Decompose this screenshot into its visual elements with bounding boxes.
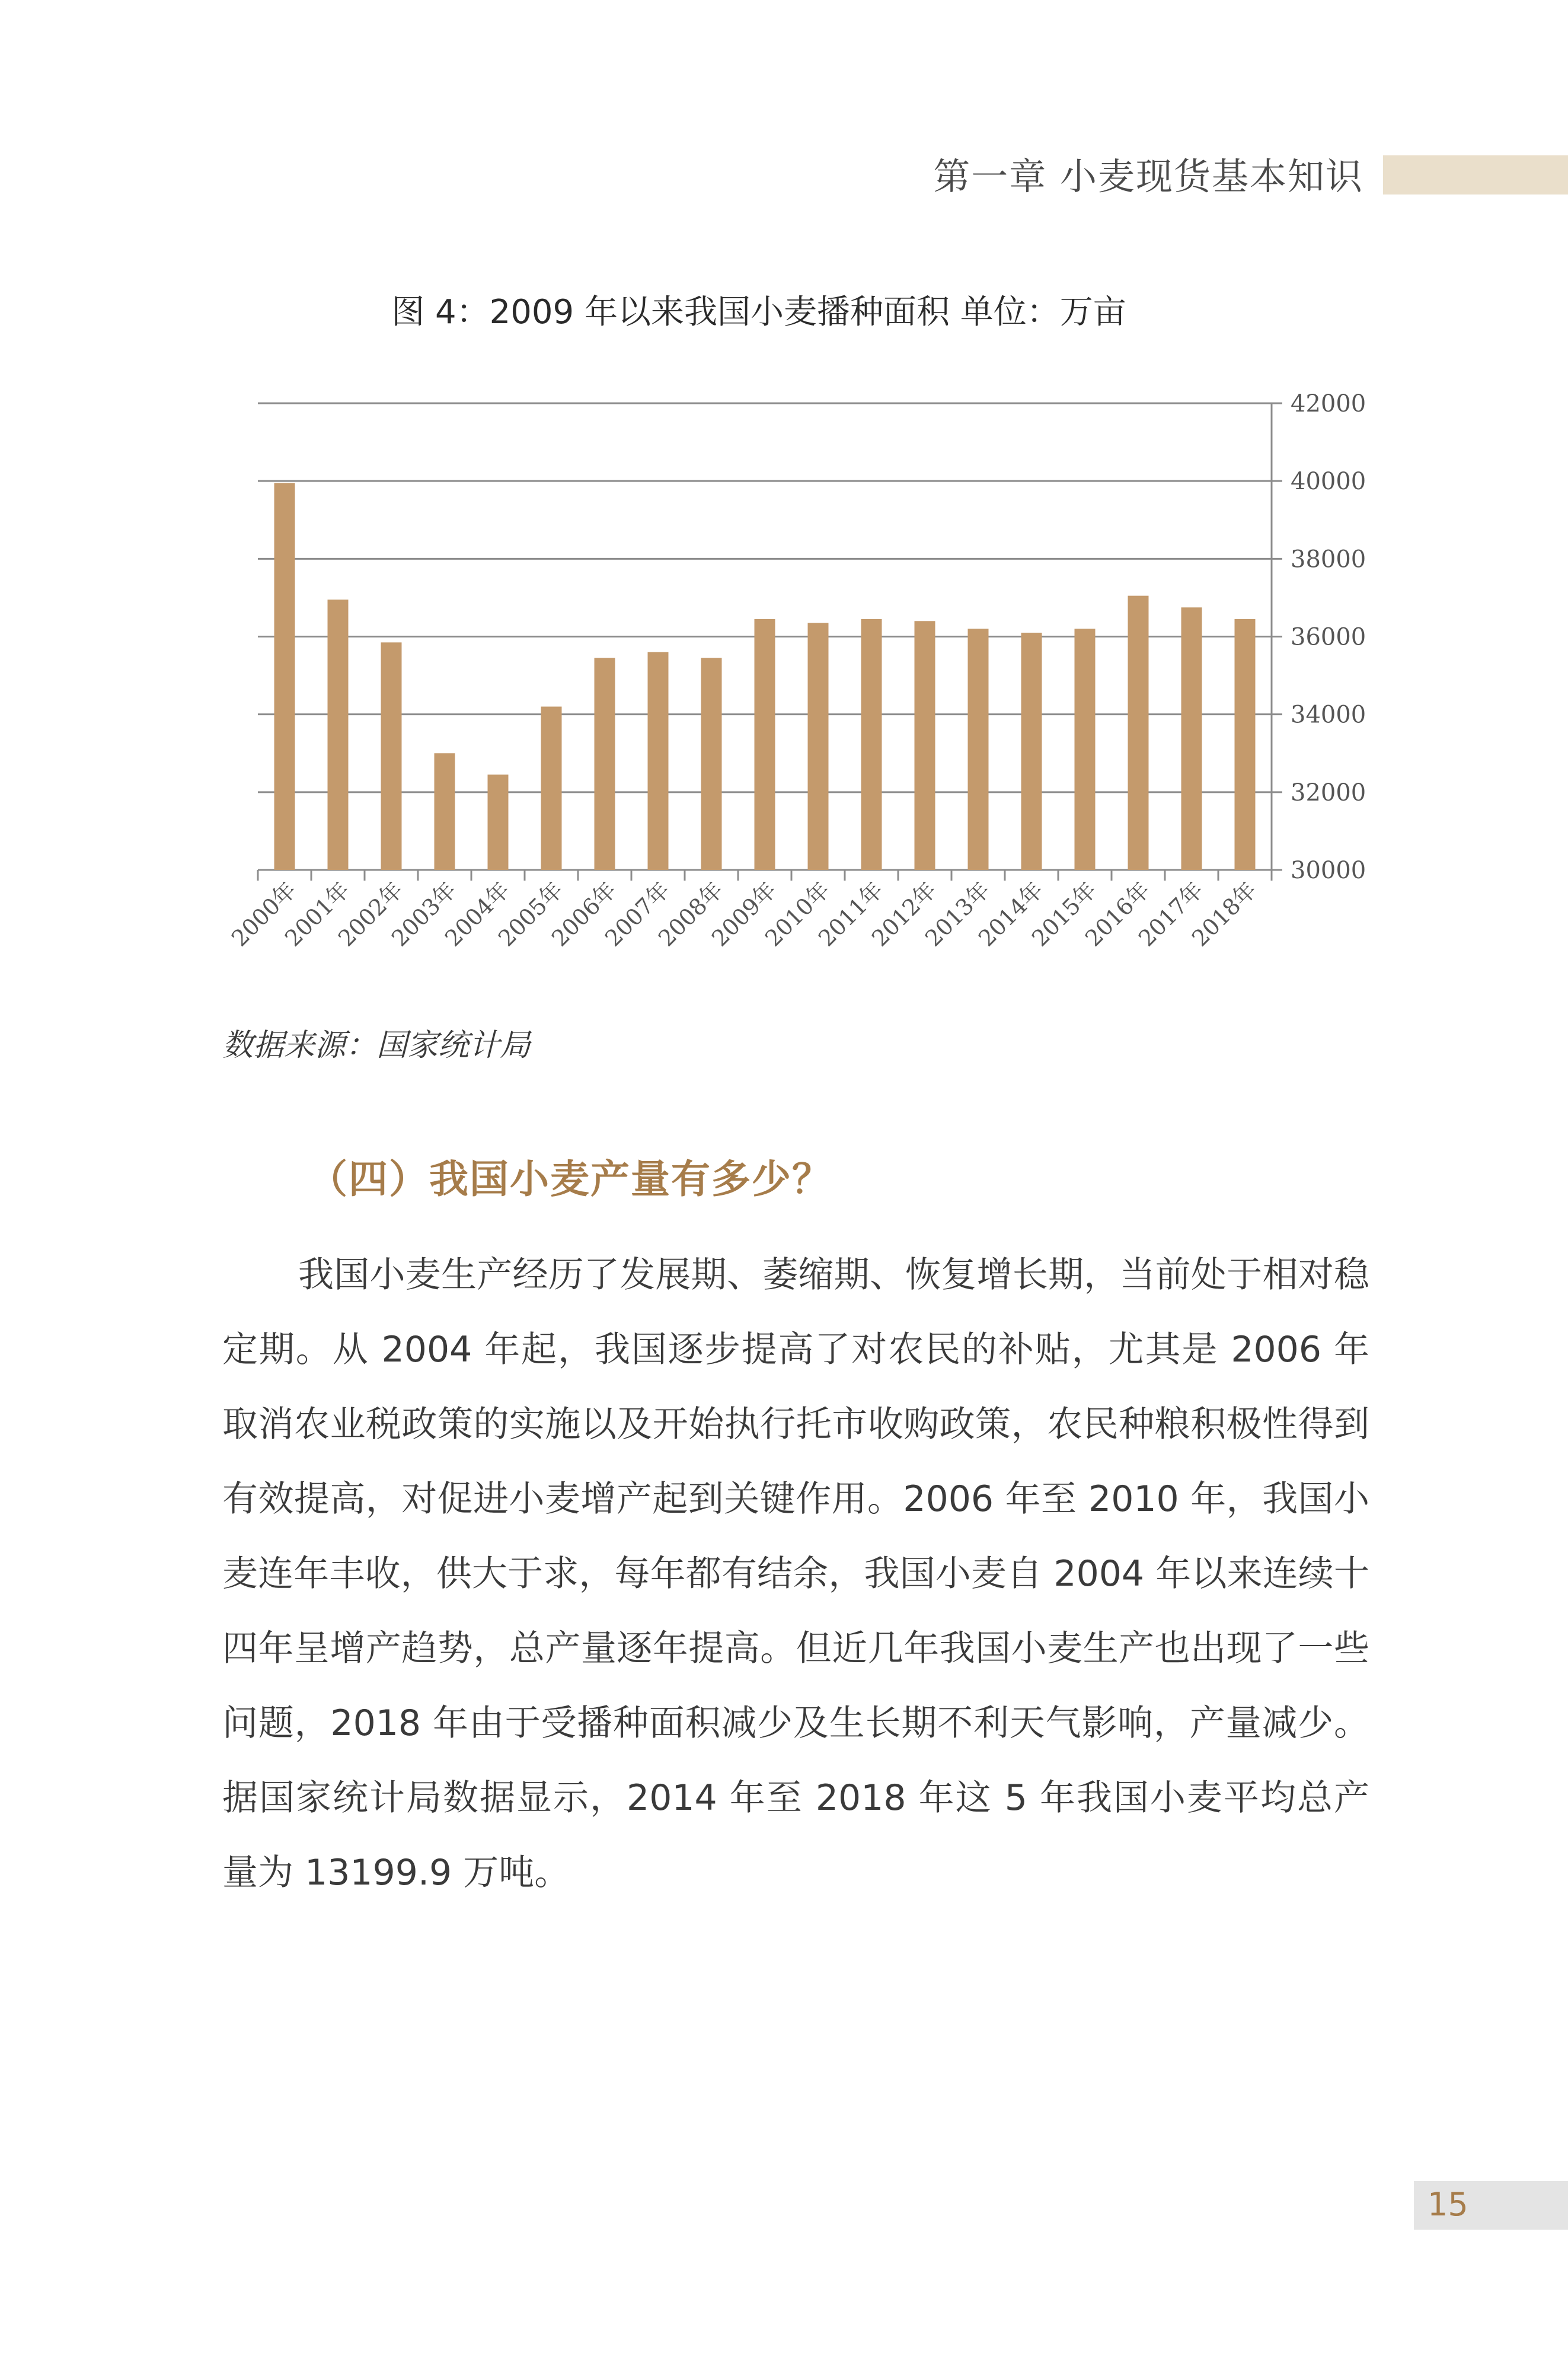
- bar: [915, 621, 935, 870]
- bar: [1021, 633, 1042, 870]
- bar: [808, 623, 829, 870]
- y-tick-label: 38000: [1291, 546, 1366, 573]
- bar: [1128, 596, 1149, 870]
- x-tick-label: 2004年: [439, 876, 515, 952]
- x-tick-label: 2007年: [599, 876, 675, 952]
- bar: [648, 652, 669, 870]
- x-tick-label: 2015年: [1026, 876, 1102, 952]
- y-tick-label: 42000: [1291, 390, 1366, 417]
- data-source-note: 数据来源：国家统计局: [222, 1028, 531, 1063]
- y-tick-label: 30000: [1291, 857, 1366, 884]
- bar: [1075, 629, 1096, 870]
- x-tick-label: 2008年: [653, 876, 729, 952]
- y-tick-label: 32000: [1291, 779, 1366, 806]
- y-tick-label: 34000: [1291, 701, 1366, 729]
- wheat-area-bar-chart: [0, 0, 1568, 1008]
- x-tick-label: 2000年: [226, 876, 302, 952]
- bar: [755, 619, 775, 870]
- bar: [488, 774, 509, 870]
- bar: [701, 658, 722, 870]
- x-tick-label: 2012年: [866, 876, 942, 952]
- x-tick-label: 2010年: [759, 876, 835, 952]
- x-tick-label: 2018年: [1186, 876, 1262, 952]
- chapter-title: 第一章 小麦现货基本知识: [933, 155, 1363, 198]
- bar: [1235, 619, 1256, 870]
- y-tick-label: 40000: [1291, 468, 1366, 496]
- bar: [328, 600, 349, 870]
- x-tick-label: 2016年: [1080, 876, 1155, 952]
- bar: [274, 483, 295, 870]
- figure-title: 图 4：2009 年以来我国小麦播种面积 单位：万亩: [391, 293, 1126, 331]
- x-tick-label: 2005年: [493, 876, 569, 952]
- x-tick-label: 2014年: [973, 876, 1049, 952]
- x-tick-label: 2017年: [1133, 876, 1209, 952]
- x-tick-label: 2002年: [333, 876, 408, 952]
- x-tick-label: 2001年: [279, 876, 355, 952]
- y-tick-label: 36000: [1291, 623, 1366, 651]
- bar: [595, 658, 615, 870]
- body-paragraph: 我国小麦生产经历了发展期、萎缩期、恢复增长期，当前处于相对稳定期。从 2004 年起，我国逐步提高了对农民的补贴，尤其是 2006 年取消农业税政策的实施以及开始执行托市收购政策，农民种粮积极性得到有效提高，对促进小麦增产起到关键作用。2006 年至 2010 年，我国小麦连年丰收，供大于求，每年都有结余，我国小麦自 2004 年以来连续十四年呈增产趋势，总产量逐年提高。但近几年我国小麦生产也出现了一些问题，2018 年由于受播种面积减少及生长期不利天气影响，产量减少。据国家统计局数据显示，2014 年至 2018 年这 5 年我国小麦平均总产量为 13199.9 万吨。: [222, 1254, 1369, 1893]
- bar: [861, 619, 882, 870]
- x-tick-label: 2006年: [546, 876, 622, 952]
- bar: [1181, 607, 1202, 870]
- x-tick-label: 2009年: [706, 876, 782, 952]
- bar: [381, 642, 402, 870]
- x-tick-label: 2013年: [919, 876, 995, 952]
- bar: [435, 753, 455, 870]
- page-number: 15: [1428, 2186, 1468, 2223]
- bar: [541, 707, 562, 870]
- x-tick-label: 2003年: [386, 876, 462, 952]
- bar: [968, 629, 989, 870]
- section-heading: （四）我国小麦产量有多少？: [308, 1156, 832, 1202]
- x-tick-label: 2011年: [813, 876, 889, 952]
